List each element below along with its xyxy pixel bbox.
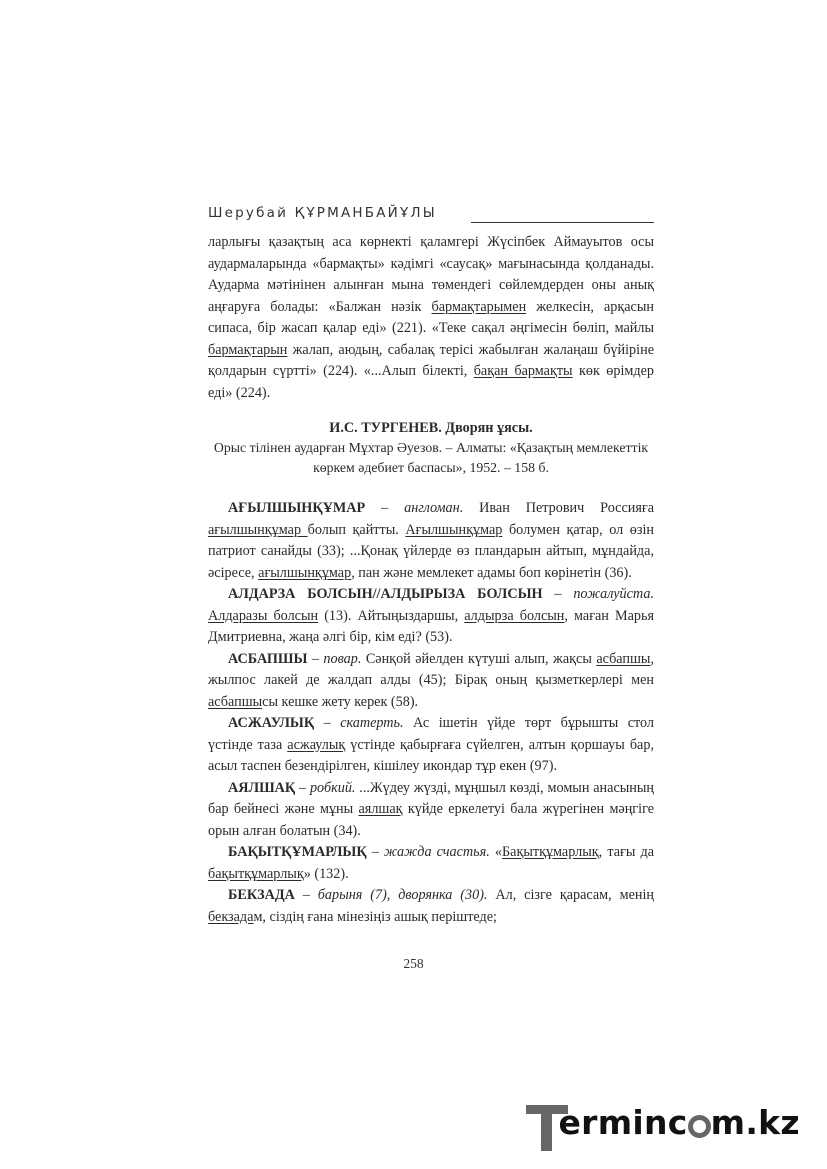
- watermark-text: [540, 1103, 800, 1142]
- page-body: [208, 232, 654, 928]
- dictionary-entry: [208, 713, 654, 778]
- text-run: , маған Марья Дмитриевна, жаңа әлгі бір, кім еді? (53).: [208, 607, 654, 645]
- dictionary-entry: [208, 842, 654, 885]
- text-run: болумен қатар, ол өзін патриот санайды (33); ...Қонақ үйлерде өз пландарын айтып, мұндайда, әсіресе,: [208, 521, 655, 581]
- dash: –: [542, 586, 574, 602]
- example-word: ағылшынқұмар: [208, 521, 308, 538]
- text-run: «: [489, 844, 502, 860]
- text-run: » (132).: [303, 865, 349, 882]
- header-rule: [471, 222, 654, 223]
- running-header: [208, 205, 654, 229]
- spacer: [208, 478, 654, 498]
- example-word: Алдаразы болсын: [208, 607, 319, 624]
- headword: АСБАПШЫ: [228, 650, 308, 667]
- russian-equivalent: англоман.: [404, 500, 464, 516]
- headword: АСЖАУЛЫҚ: [228, 715, 315, 731]
- dash: –: [307, 650, 324, 667]
- example-word: бақан бармақты: [473, 363, 573, 379]
- text-run: , тағы да: [598, 844, 654, 860]
- dictionary-entry: [208, 584, 654, 649]
- example-word: ағылшынқұмар: [258, 564, 352, 581]
- example-word: Бақытқұмарлық: [502, 844, 599, 860]
- russian-equivalent: жажда счастья.: [383, 844, 490, 860]
- example-word: бармақтарын: [208, 341, 288, 358]
- russian-equivalent: робкий.: [309, 779, 356, 796]
- text-run: үстінде қабырғаға сүйелген, алтын қоршауы бар, асыл таспен безендірілген, кішілеу икондар тұр екен (97).: [208, 736, 654, 774]
- dictionary-entry: [208, 649, 654, 714]
- text-run: м, сіздің ғана мінезіңіз ашық періштеде;: [253, 908, 497, 925]
- text-run: Ал, сізге қарасам, менің: [487, 887, 655, 903]
- source-title: И.С. ТУРГЕНЕВ. Дворян ұясы.: [329, 420, 533, 436]
- text-run: жалап, аюдың, сабалақ терісі жабылған жалаңаш бүйіріне қолдарын сүртті» (224). «...Алып білекті,: [208, 341, 654, 379]
- continuation-paragraph: [208, 232, 654, 404]
- logo-text-part: m.kz: [710, 1103, 800, 1142]
- example-word: алдырза болсын: [464, 607, 565, 624]
- logo-o-ring: [688, 1115, 711, 1138]
- text-run: , жылпос лакей де жалдап алды (45); Бірақ оның қызметкерлері мен: [208, 650, 655, 688]
- dictionary-entry: [208, 778, 654, 843]
- source-description: Орыс тілінен аударған Мұхтар Әуезов. – Алматы: «Қазақтың мемлекеттік көркем әдебиет баспасы», 1952. – 158 б.: [213, 440, 649, 475]
- text-run: Ас ішетін үйде төрт бұрышты стол үстінде таза: [208, 715, 654, 753]
- logo-text-part: erminc: [558, 1103, 688, 1142]
- russian-equivalent: скатерть.: [340, 715, 404, 731]
- dictionary-entry: [208, 885, 654, 928]
- example-word: аялшақ: [358, 801, 403, 817]
- dictionary-entry: [208, 498, 654, 584]
- logo-letter-t: [540, 1103, 558, 1142]
- text-run: сы кешке жету керек (58).: [262, 693, 419, 710]
- text-run: (13). Айтыңыздаршы,: [318, 607, 465, 624]
- text-run: ларлығы қазақтың аса көрнекті қаламгері Жүсіпбек Аймауытов осы аудармаларында «бармақты» кәдімгі «саусақ» мағынасында қолданады. Аударма мәтінінен алынған мына төмендегі сөйлемдерден оны анық аңғаруға болады: «Балжан нәзік: [208, 234, 654, 315]
- text-run: желкесін, арқасын сипаса, бір жасап қалар еді» (221). «Теке сақал әңгімесін бөліп, майлы: [208, 298, 654, 336]
- text-run: Сәнқой әйелден күтуші алып, жақсы: [361, 650, 597, 667]
- page-number: 258: [403, 956, 424, 971]
- russian-equivalent: повар.: [323, 650, 362, 667]
- example-word: бармақтарымен: [431, 298, 527, 315]
- text-run: көк өрімдер еді» (224).: [208, 363, 654, 401]
- headword: БЕКЗАДА: [228, 887, 295, 903]
- headword: АЛДАРЗА БОЛСЫН//АЛДЫРЫЗА БОЛСЫН: [228, 586, 543, 602]
- dash: –: [295, 779, 310, 796]
- dash: –: [314, 715, 341, 731]
- russian-equivalent: барыня (7), дворянка (30).: [317, 887, 488, 903]
- dash: –: [365, 500, 405, 516]
- text-run: , пан және мемлекет адамы боп көрінетін (36).: [351, 564, 632, 581]
- source-citation: [208, 418, 654, 478]
- headword: БАҚЫТҚҰМАРЛЫҚ: [228, 844, 367, 860]
- headword: АҒЫЛШЫНҚҰМАР: [228, 500, 366, 516]
- example-word: бекзада: [208, 908, 254, 925]
- example-word: асжаулық: [287, 736, 346, 753]
- example-word: асбапшы: [208, 693, 263, 710]
- dash: –: [366, 844, 384, 860]
- text-run: болып қайтты.: [307, 521, 406, 538]
- text-run: ...Жүдеу жүзді, мұңшыл көзді, момын анасының бар бейнесі және мұны: [208, 779, 654, 817]
- example-word: асбапшы: [596, 650, 651, 667]
- russian-equivalent: пожалуйста.: [573, 586, 654, 602]
- example-word: бақытқұмарлық: [208, 865, 304, 882]
- headword: АЯЛШАҚ: [228, 779, 296, 796]
- running-title: Шерубай ҚҰРМАНБАЙҰЛЫ: [208, 205, 437, 221]
- dash: –: [294, 887, 318, 903]
- text-run: күйде еркелетуі бала жүрегінен мәңгіге орын алған болатын (34).: [208, 801, 654, 839]
- text-run: Иван Петрович Россияға: [463, 500, 654, 516]
- example-word: Ағылшынқұмар: [405, 521, 503, 538]
- watermark-logo: [520, 1097, 820, 1159]
